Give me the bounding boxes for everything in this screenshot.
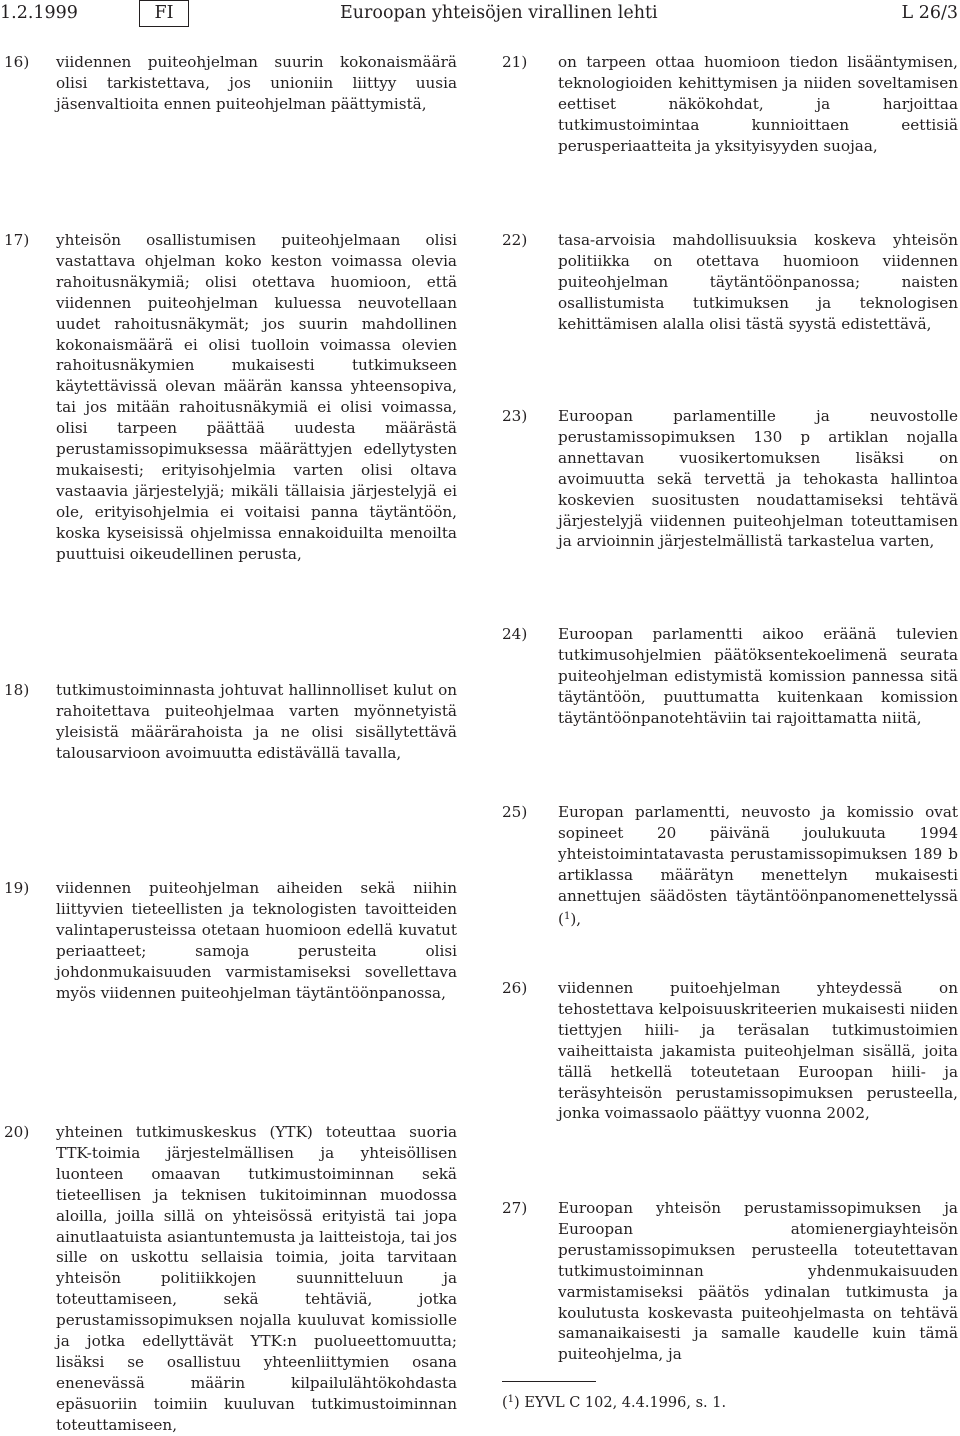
recital-number: 19) [4, 879, 30, 897]
footnote-reference: 1 [563, 910, 571, 922]
recital-number: 16) [4, 53, 30, 71]
recital-text: viidennen puiteohjelman suurin kokonaismäärä olisi tarkistettava, jos unioniin liittyy uusia jäsenvaltioita ennen puiteohjelman päättymistä, [56, 53, 457, 113]
recital-text: tutkimustoiminnasta johtuvat hallinnolliset kulut on rahoitettava puiteohjelmaa varten myönnetyistä yleisistä määrärahoista ja ne olisi sisällytettävä talousarvioon avoimuutta edistävällä tavalla, [56, 681, 457, 762]
footnote: ($^1$) EYVL C 102, 4.4.1996, s. 1. [502, 1394, 727, 1411]
recital-text: yhteinen tutkimuskeskus (YTK) toteuttaa suoria TTK-toimia järjestelmällisen ja yhteisöllisen luonteen omaavan tutkimustoiminnan sekä tieteellisen ja teknisen tukitoiminnan muodossa aloilla, joilla sillä on yhteisössä erityistä tai jopa ainutlaatuista asiantuntemusta ja laitteistoja, tai jos sille on uskottu sellaisia toimia, joita tarvitaan yhteisön politiikkojen suunnitteluun ja toteuttamiseen, sekä tehtäviä, jotka perustamissopimuksen nojalla kuuluvat komissiolle ja jotka edellyttävät YTK:n puolueettomuutta; lisäksi se osallistuu yhteenliittymien osana enenevässä määrin kilpailulähtökohdasta epäsuoriin toimiin kuuluvan tutkimustoiminnan toteuttamiseen, [56, 1123, 457, 1434]
recital-text: yhteisön osallistumisen puiteohjelmaan olisi vastattava ohjelman koko keston voimassa olevia rahoitusnäkymiä; olisi otettava huomioon, että viidennen puiteohjelman kuluessa neuvotellaan uudet rahoitusnäkymät; jos suurin mahdollinen kokonaismäärä ei olisi tuolloin voimassa olevien rahoitusnäkymien mukaisesti tutkimukseen käytettävissä olevan määrän kanssa yhteensopiva, tai jos mitään rahoitusnäkymiä ei olisi voimassa, olisi tarpeen päättää uudesta määrästä perustamissopimuksessa määrättyjen edellytysten mukaisesti; erityisohjelmia varten olisi oltava vastaavia järjestelyjä; mikäli tällaisia järjestelyjä ei ole, erityisohjelmia ei voitaisi panna täytäntöön, koska kyseisissä ohjelmissa ennakoiduilta menoilta puuttuisi oikeudellinen perusta, [56, 231, 457, 563]
recital-number: 24) [502, 625, 528, 643]
recital-text: Euroopan parlamentti aikoo eräänä tulevien tutkimusohjelmien päätöksentekoelimenä seurata puiteohjelman edistymistä komission pannessa sitä täytäntöön, puuttumatta kuitenkaan komission täytäntöönpanotehtäviin tai rajoittamatta niitä, [558, 625, 958, 727]
recital-number: 17) [4, 231, 30, 249]
recital-text: viidennen puiteohjelman aiheiden sekä niihin liittyvien tieteellisten ja teknologisten tavoitteiden valintaperusteissa otetaan huomioon edellä kuvatut periaatteet; samoja perusteita olisi johdonmukaisuuden varmistamiseksi sovellettava myös viidennen puiteohjelman täytäntöönpanossa, [56, 879, 457, 1002]
recital-text: viidennen puitoehjelman yhteydessä on tehostettava kelpoisuuskriteerien mukaisesti niiden tiettyjen hiili- ja teräsalan tutkimustoimien vaiheittaista jakamista puiteohjelman sisällä, joita tällä hetkellä toteutetaan Euroopan hiili- ja teräsyhteisön perustamissopimuksen perusteella, jonka voimassaolo päättyy vuonna 2002, [558, 979, 958, 1123]
recital-text: Euroopan parlamentille ja neuvostolle perustamissopimuksen 130 p artiklan nojalla annettavan vuosikertomuksen lisäksi on avoimuutta sekä tervettä ja tehokasta hallintoa koskevien suositusten noudattamiseksi tehtävä järjestelyjä viidennen puiteohjelman toteuttamisen ja arvioinnin järjestelmällistä tarkastelua varten, [558, 407, 958, 551]
recital-text [558, 802, 958, 929]
recital-number: 22) [502, 231, 528, 249]
recital-text-body: Europan parlamentti, neuvosto ja komissio ovat sopineet 20 päivänä joulukuuta 1994 yhteistoimintatavasta perustamissopimuksen 189 b artiklassa määrätyn menettelyn mukaisesti annettujen säädösten täytäntöönpanomenettelyssä ( [558, 803, 958, 928]
recital-number: 27) [502, 1199, 528, 1217]
page-reference: L 26/3 [901, 3, 958, 23]
recital-text: tasa-arvoisia mahdollisuuksia koskeva yhteisön politiikka on otettava huomioon viidennen puiteohjelman täytäntöönpanossa; naisten osallistumista tutkimuksen ja teknologisen kehittämisen alalla olisi tästä syystä edistettävä, [558, 231, 958, 333]
language-box: FI [139, 0, 189, 27]
footnote-mark: 1 [507, 1394, 515, 1405]
footnote-divider [502, 1381, 596, 1382]
issue-date: 1.2.1999 [0, 3, 78, 23]
recital-number: 18) [4, 681, 30, 699]
recital-number: 20) [4, 1123, 30, 1141]
recital-number: 25) [502, 803, 528, 821]
recital-number: 23) [502, 407, 528, 425]
recital-number: 26) [502, 979, 528, 997]
footnote-text: EYVL C 102, 4.4.1996, s. 1. [524, 1395, 727, 1411]
page-header [0, 0, 960, 30]
recital-text-tail: ), [570, 909, 582, 928]
recital-number: 21) [502, 53, 528, 71]
journal-title: Euroopan yhteisöjen virallinen lehti [340, 3, 658, 23]
recital-text: Euroopan yhteisön perustamissopimuksen ja Euroopan atomienergiayhteisön perustamissopimuksen perusteella toteutettavan tutkimustoiminnan yhdenmukaisuuden varmistamiseksi päätös ydinalan tutkimusta ja koulutusta koskevasta puiteohjelmasta on tehtävä samanaikaisesti ja samalle kaudelle kuin tämä puiteohjelma, ja [558, 1199, 958, 1364]
recital-text: on tarpeen ottaa huomioon tiedon lisääntymisen, teknologioiden kehittymisen ja niiden soveltamisen eettiset näkökohdat, ja harjoittaa tutkimustoimintaa kunnioittaen eettisiä perusperiaatteita ja yksityisyyden suojaa, [558, 53, 958, 155]
